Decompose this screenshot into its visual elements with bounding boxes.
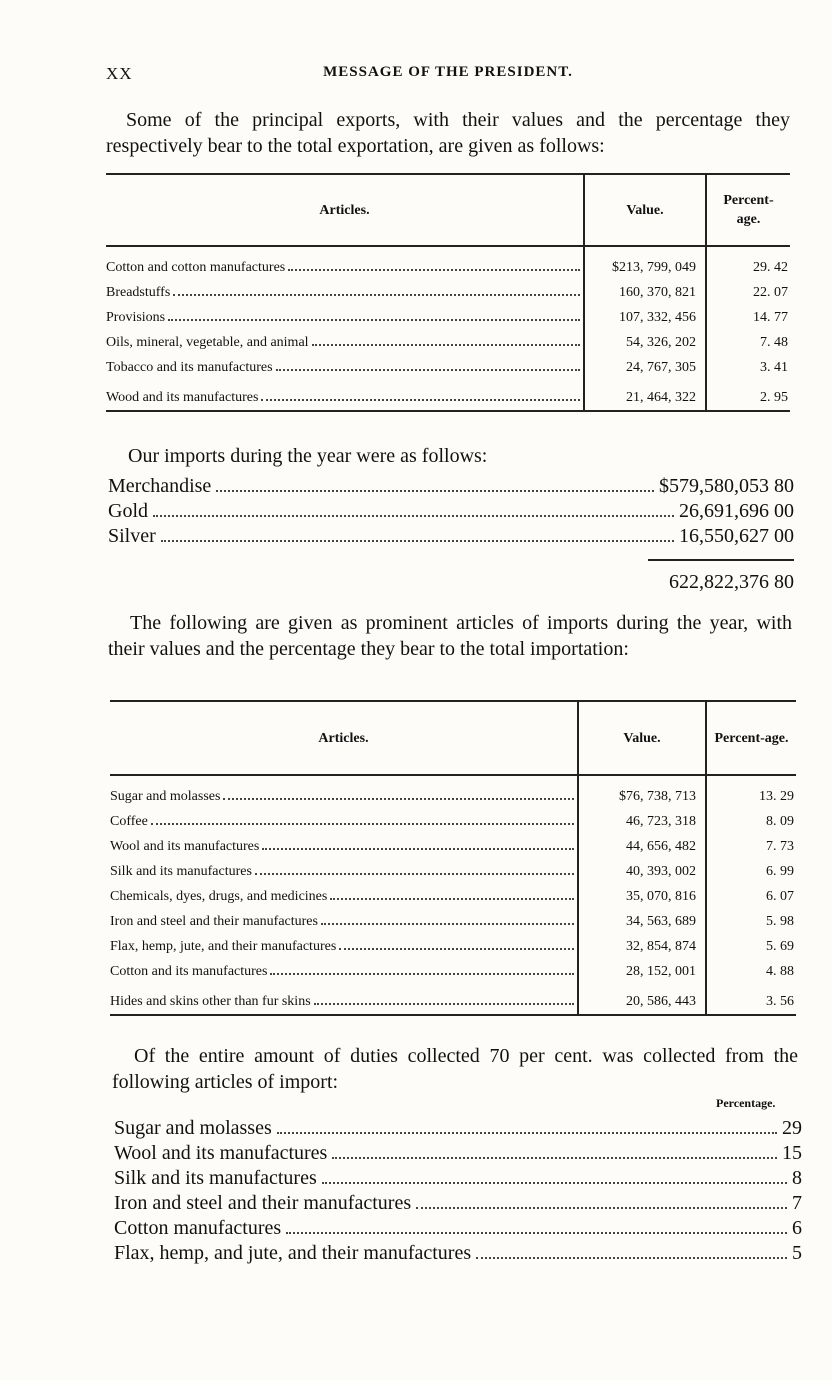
dot-leader (173, 294, 580, 296)
article-leader (106, 385, 583, 410)
article-cell (106, 380, 584, 411)
imports-total-amount: 622,822,376 80 (669, 571, 794, 593)
article-cell (110, 984, 578, 1015)
article-label: Cotton and its manufactures (110, 964, 268, 979)
article-cell (110, 809, 578, 834)
imports-summary-list (108, 474, 794, 549)
percent-cell: 7. 73 (706, 834, 796, 859)
table-row (106, 330, 790, 355)
dot-leader (161, 540, 674, 542)
value-cell: 54, 326, 202 (584, 330, 706, 355)
table-row (106, 246, 790, 280)
imports-table (110, 700, 796, 1016)
table-row (110, 775, 796, 809)
list-item (114, 1241, 802, 1266)
exports-table (106, 173, 790, 412)
list-item-value: 5 (792, 1242, 802, 1264)
article-leader (106, 255, 583, 280)
article-leader (110, 809, 577, 834)
dot-leader (270, 973, 574, 975)
exports-col-value: Value. (584, 174, 706, 246)
article-cell (110, 934, 578, 959)
table-row (110, 934, 796, 959)
percent-cell: 8. 09 (706, 809, 796, 834)
article-label: Coffee (110, 814, 148, 829)
article-label: Wood and its manufactures (106, 390, 259, 405)
running-title: MESSAGE OF THE PRESIDENT. (323, 64, 573, 80)
dot-leader (262, 848, 574, 850)
dot-leader (216, 490, 654, 492)
list-item-label: Sugar and molasses (114, 1117, 272, 1139)
dot-leader (277, 1132, 777, 1134)
dot-leader (322, 1182, 787, 1184)
percent-cell: 5. 98 (706, 909, 796, 934)
article-leader (110, 884, 577, 909)
article-cell (106, 246, 584, 280)
percent-cell: 13. 29 (706, 775, 796, 809)
article-leader (110, 859, 577, 884)
value-cell: $213, 799, 049 (584, 246, 706, 280)
article-cell (106, 355, 584, 380)
dot-leader (261, 399, 580, 401)
dot-leader (339, 948, 574, 950)
article-label: Chemicals, dyes, drugs, and medicines (110, 889, 328, 904)
table-row (110, 959, 796, 984)
article-cell (106, 330, 584, 355)
dot-leader (153, 515, 674, 517)
list-item (114, 1166, 802, 1191)
imports-col-percent: Percent-age. (706, 701, 796, 775)
table-row (110, 859, 796, 884)
dot-leader (416, 1207, 787, 1209)
imports-summary-intro: Our imports during the year were as follows: (128, 445, 488, 467)
value-cell: 40, 393, 002 (578, 859, 706, 884)
dot-leader (255, 873, 574, 875)
article-cell (110, 775, 578, 809)
page-number: XX (106, 64, 133, 83)
list-item-value: $579,580,053 80 (659, 475, 794, 497)
imports-col-articles: Articles. (110, 701, 578, 775)
table-row (110, 884, 796, 909)
dot-leader (330, 898, 574, 900)
list-item-value: 15 (782, 1142, 802, 1164)
table-row (106, 380, 790, 411)
dot-leader (276, 369, 580, 371)
percent-cell: 3. 41 (706, 355, 790, 380)
article-cell (106, 280, 584, 305)
value-cell: 20, 586, 443 (578, 984, 706, 1015)
table-row (110, 909, 796, 934)
list-item-label: Iron and steel and their manufactures (114, 1192, 412, 1214)
dot-leader (314, 1003, 574, 1005)
article-leader (106, 305, 583, 330)
list-item-value: 26,691,696 00 (679, 500, 794, 522)
page-header (106, 64, 790, 86)
value-cell: 32, 854, 874 (578, 934, 706, 959)
list-item (114, 1216, 802, 1241)
article-leader (106, 330, 583, 355)
value-cell: 35, 070, 816 (578, 884, 706, 909)
imports-col-value: Value. (578, 701, 706, 775)
list-item-value: 6 (792, 1217, 802, 1239)
list-item (108, 524, 794, 549)
article-label: Provisions (106, 310, 166, 325)
list-item-value: 7 (792, 1192, 802, 1214)
article-leader (106, 355, 583, 380)
dot-leader (286, 1232, 787, 1234)
article-leader (110, 989, 577, 1014)
exports-col-articles: Articles. (106, 174, 584, 246)
article-label: Breadstuffs (106, 285, 171, 300)
list-item-value: 8 (792, 1167, 802, 1189)
article-cell (106, 305, 584, 330)
percent-cell: 6. 99 (706, 859, 796, 884)
article-cell (110, 834, 578, 859)
list-item (108, 499, 794, 524)
value-cell: 28, 152, 001 (578, 959, 706, 984)
table-row (110, 834, 796, 859)
table-row (106, 305, 790, 330)
exports-intro: Some of the principal exports, with their values and the percentage they respectively bear to the total exportation, are given as follows: (106, 109, 790, 157)
percent-cell: 14. 77 (706, 305, 790, 330)
article-cell (110, 859, 578, 884)
percent-cell: 29. 42 (706, 246, 790, 280)
dot-leader (168, 319, 580, 321)
dot-leader (476, 1257, 787, 1259)
article-cell (110, 909, 578, 934)
list-item-label: Cotton manufactures (114, 1217, 282, 1239)
article-leader (110, 959, 577, 984)
percent-cell: 6. 07 (706, 884, 796, 909)
article-label: Oils, mineral, vegetable, and animal (106, 335, 309, 350)
article-label: Hides and skins other than fur skins (110, 994, 311, 1009)
list-item-label: Merchandise (108, 475, 212, 497)
value-cell: 44, 656, 482 (578, 834, 706, 859)
list-item-label: Gold (108, 500, 148, 522)
article-cell (110, 959, 578, 984)
list-item-value: 16,550,627 00 (679, 525, 794, 547)
article-label: Iron and steel and their manufactures (110, 914, 318, 929)
percent-cell: 4. 88 (706, 959, 796, 984)
article-label: Wool and its manufactures (110, 839, 260, 854)
article-leader (110, 934, 577, 959)
dot-leader (288, 269, 580, 271)
imports-total (108, 570, 794, 595)
article-leader (110, 834, 577, 859)
article-leader (110, 784, 577, 809)
dot-leader (223, 798, 574, 800)
list-item (108, 474, 794, 499)
dot-leader (332, 1157, 777, 1159)
dot-leader (321, 923, 574, 925)
duties-list (114, 1116, 802, 1266)
article-leader (110, 909, 577, 934)
total-rule (648, 559, 794, 561)
article-leader (106, 280, 583, 305)
percent-cell: 7. 48 (706, 330, 790, 355)
value-cell: 160, 370, 821 (584, 280, 706, 305)
value-cell: 24, 767, 305 (584, 355, 706, 380)
value-cell: 107, 332, 456 (584, 305, 706, 330)
dot-leader (151, 823, 574, 825)
list-item-label: Flax, hemp, and jute, and their manufactures (114, 1242, 472, 1264)
table-row (106, 355, 790, 380)
list-item (114, 1141, 802, 1166)
list-item-label: Silver (108, 525, 156, 547)
article-label: Flax, hemp, jute, and their manufactures (110, 939, 337, 954)
value-cell: 34, 563, 689 (578, 909, 706, 934)
exports-col-percent: Percent-age. (706, 174, 790, 246)
value-cell: $76, 738, 713 (578, 775, 706, 809)
percent-cell: 3. 56 (706, 984, 796, 1015)
imports-intro: The following are given as prominent articles of imports during the year, with their values and the percentage they bear to the total importation: (108, 612, 792, 660)
table-row (110, 809, 796, 834)
article-label: Tobacco and its manufactures (106, 360, 273, 375)
article-label: Cotton and cotton manufactures (106, 260, 286, 275)
article-label: Silk and its manufactures (110, 864, 252, 879)
duties-intro: Of the entire amount of duties collected 70 per cent. was collected from the following articles of import: (112, 1045, 798, 1093)
article-label: Sugar and molasses (110, 789, 221, 804)
table-row (110, 984, 796, 1015)
duties-col-percentage: Percentage. (716, 1096, 776, 1110)
list-item-value: 29 (782, 1117, 802, 1139)
list-item-label: Wool and its manufactures (114, 1142, 328, 1164)
list-item-label: Silk and its manufactures (114, 1167, 317, 1189)
value-cell: 46, 723, 318 (578, 809, 706, 834)
dot-leader (312, 344, 580, 346)
table-row (106, 280, 790, 305)
value-cell: 21, 464, 322 (584, 380, 706, 411)
list-item (114, 1116, 802, 1141)
article-cell (110, 884, 578, 909)
percent-cell: 5. 69 (706, 934, 796, 959)
percent-cell: 2. 95 (706, 380, 790, 411)
list-item (114, 1191, 802, 1216)
percent-cell: 22. 07 (706, 280, 790, 305)
